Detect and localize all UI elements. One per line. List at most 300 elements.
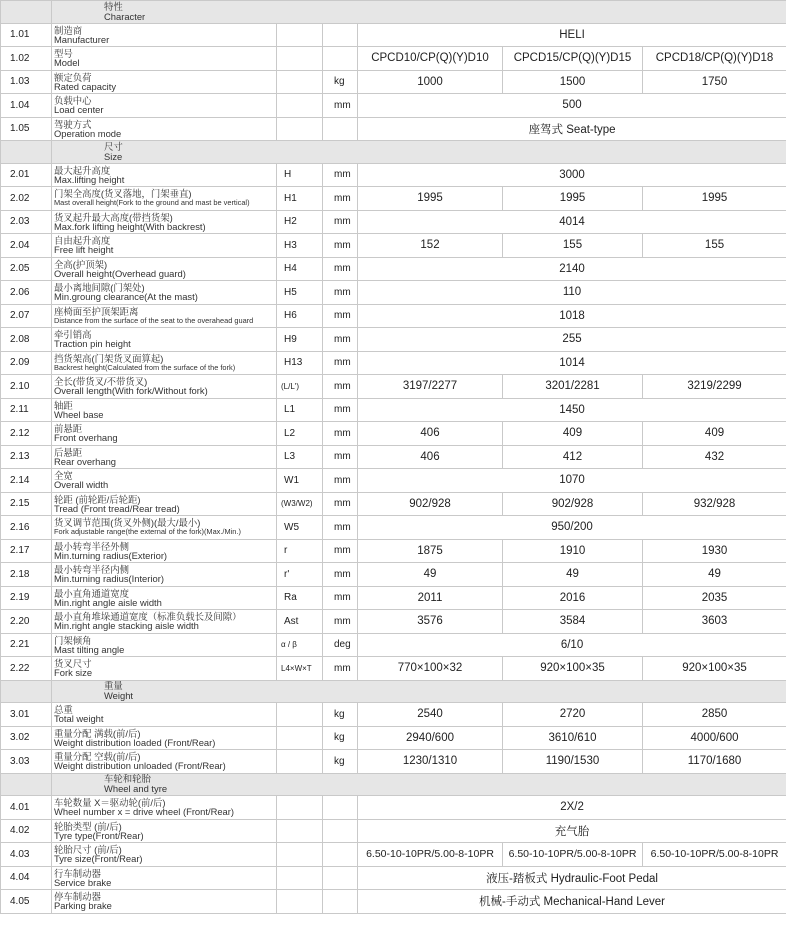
row-name-en: Front overhang (54, 432, 118, 444)
row-name (52, 703, 277, 727)
row-unit: mm (323, 375, 358, 399)
row-name-en: Backrest height(Calculated from the surface of the fork) (54, 362, 236, 372)
row-symbol (277, 819, 323, 843)
row-symbol: (W3/W2) (277, 492, 323, 516)
table-row (1, 726, 786, 750)
row-value: 409 (503, 422, 643, 446)
row-symbol (277, 703, 323, 727)
row-unit: kg (323, 703, 358, 727)
row-name-cn: 驾驶方式 (54, 118, 92, 130)
row-unit: mm (323, 187, 358, 211)
section-title-cn: 特性 (104, 0, 123, 12)
row-name-cn: 最大起升高度 (54, 164, 111, 176)
row-name-cn: 座椅面至护顶架距离 (54, 305, 139, 317)
row-value: 920×100×35 (643, 657, 786, 681)
row-name-en: Min.right angle stacking aisle width (54, 620, 199, 632)
row-symbol (277, 866, 323, 890)
table-row (1, 516, 786, 540)
row-unit: kg (323, 750, 358, 774)
row-name-en: Fork adjustable range(the external of the fork)(Max./Min.) (54, 527, 241, 537)
table-row (1, 210, 786, 234)
row-symbol (277, 70, 323, 94)
row-name-cn: 总重 (54, 704, 73, 716)
row-name-en: Mast overall height(Fork to the ground and mast be vertical) (54, 198, 250, 208)
row-symbol (277, 843, 323, 867)
row-number: 2.14 (1, 469, 52, 493)
row-name (52, 117, 277, 141)
row-unit: mm (323, 610, 358, 634)
row-number: 2.04 (1, 234, 52, 258)
row-symbol: H4 (277, 257, 323, 281)
row-name-cn: 自由起升高度 (54, 235, 111, 247)
row-unit: mm (323, 304, 358, 328)
row-value: 1170/1680 (643, 750, 786, 774)
row-value: 2011 (358, 586, 503, 610)
row-value: 液压-踏板式 Hydraulic-Foot Pedal (358, 866, 786, 890)
row-name-cn: 重量分配 空载(前/后) (54, 751, 141, 763)
row-name (52, 187, 277, 211)
row-name-cn: 轴距 (54, 399, 73, 411)
row-name-cn: 前悬距 (54, 423, 83, 435)
section-title-en: Character (104, 10, 146, 22)
row-unit (323, 47, 358, 71)
row-name-en: Min.turning radius(Exterior) (54, 549, 168, 561)
row-name-en: Overall width (54, 479, 109, 491)
row-number: 2.02 (1, 187, 52, 211)
table-row (1, 398, 786, 422)
row-value: 3584 (503, 610, 643, 634)
row-number: 2.22 (1, 657, 52, 681)
row-symbol: (L/L') (277, 375, 323, 399)
row-number: 2.07 (1, 304, 52, 328)
row-name (52, 890, 277, 914)
row-value: CPCD10/CP(Q)(Y)D10 (358, 47, 503, 71)
row-name-en: Tyre type(Front/Rear) (54, 829, 144, 841)
row-number: 4.01 (1, 796, 52, 820)
row-name-cn: 行车制动器 (54, 867, 101, 879)
row-number: 2.09 (1, 351, 52, 375)
table-row (1, 234, 786, 258)
section-number-cell (1, 773, 52, 796)
table-row (1, 469, 786, 493)
spec-body (1, 1, 786, 914)
row-value: HELI (358, 23, 786, 47)
table-row (1, 563, 786, 587)
row-unit (323, 890, 358, 914)
row-symbol (277, 750, 323, 774)
row-value: 1875 (358, 539, 503, 563)
row-value: 3219/2299 (643, 375, 786, 399)
row-name (52, 281, 277, 305)
row-symbol: H13 (277, 351, 323, 375)
section-title (52, 1, 786, 24)
row-number: 2.16 (1, 516, 52, 540)
table-row (1, 23, 786, 47)
row-unit: mm (323, 210, 358, 234)
row-value: 4000/600 (643, 726, 786, 750)
row-value: 155 (503, 234, 643, 258)
row-value: 座驾式 Seat-type (358, 117, 786, 141)
row-symbol: H2 (277, 210, 323, 234)
row-unit: mm (323, 445, 358, 469)
row-name (52, 492, 277, 516)
row-symbol: W5 (277, 516, 323, 540)
row-unit: mm (323, 94, 358, 118)
row-symbol: r' (277, 563, 323, 587)
row-value: 409 (643, 422, 786, 446)
row-number: 2.01 (1, 163, 52, 187)
table-row (1, 657, 786, 681)
row-value: 1750 (643, 70, 786, 94)
row-symbol: L1 (277, 398, 323, 422)
row-number: 2.05 (1, 257, 52, 281)
row-unit: mm (323, 586, 358, 610)
row-symbol: H (277, 163, 323, 187)
row-name-cn: 轮胎尺寸 (前/后) (54, 844, 122, 856)
row-name (52, 23, 277, 47)
section-header (1, 680, 786, 703)
row-value: 2X/2 (358, 796, 786, 820)
row-value: 1450 (358, 398, 786, 422)
section-title (52, 680, 786, 703)
row-name (52, 70, 277, 94)
row-number: 1.02 (1, 47, 52, 71)
row-value: 1018 (358, 304, 786, 328)
row-unit: mm (323, 516, 358, 540)
row-symbol (277, 890, 323, 914)
row-value: 49 (643, 563, 786, 587)
row-name (52, 796, 277, 820)
row-value: 110 (358, 281, 786, 305)
row-value: 412 (503, 445, 643, 469)
row-number: 1.04 (1, 94, 52, 118)
row-value: 机械-手动式 Mechanical-Hand Lever (358, 890, 786, 914)
row-value: 充气胎 (358, 819, 786, 843)
table-row (1, 281, 786, 305)
row-number: 1.01 (1, 23, 52, 47)
row-name (52, 375, 277, 399)
row-name-en: Weight distribution unloaded (Front/Rear) (54, 760, 226, 772)
row-unit (323, 866, 358, 890)
row-value: 902/928 (503, 492, 643, 516)
row-value: 3610/610 (503, 726, 643, 750)
row-value: 406 (358, 445, 503, 469)
row-symbol: H1 (277, 187, 323, 211)
row-name-cn: 门架倾角 (54, 634, 92, 646)
row-unit: mm (323, 422, 358, 446)
row-number: 2.19 (1, 586, 52, 610)
table-row (1, 890, 786, 914)
row-symbol: r (277, 539, 323, 563)
row-unit: mm (323, 328, 358, 352)
row-value: 49 (503, 563, 643, 587)
row-unit: mm (323, 398, 358, 422)
row-name-cn: 挡货架高(门架货叉面算起) (54, 352, 164, 364)
row-unit: deg (323, 633, 358, 657)
row-name-en: Wheel number x = drive wheel (Front/Rear) (54, 806, 235, 818)
row-name-en: Weight distribution loaded (Front/Rear) (54, 736, 216, 748)
row-value: 1910 (503, 539, 643, 563)
section-title-en: Size (104, 150, 123, 162)
row-name (52, 586, 277, 610)
table-row (1, 257, 786, 281)
row-number: 3.01 (1, 703, 52, 727)
row-name-en: Tread (Front tread/Rear tread) (54, 502, 180, 514)
row-name-en: Free lift height (54, 244, 114, 256)
row-unit (323, 796, 358, 820)
row-name-en: Operation mode (54, 127, 122, 139)
table-row (1, 163, 786, 187)
row-value: 3603 (643, 610, 786, 634)
row-name (52, 610, 277, 634)
row-value: 950/200 (358, 516, 786, 540)
row-symbol: H6 (277, 304, 323, 328)
row-number: 2.08 (1, 328, 52, 352)
row-unit: mm (323, 281, 358, 305)
row-name-cn: 最小直角通道宽度 (54, 587, 130, 599)
row-value: 1070 (358, 469, 786, 493)
row-name-en: Service brake (54, 876, 112, 888)
section-title-en: Weight (104, 690, 134, 702)
row-name-cn: 门架全高度(货叉落地，门架垂直) (54, 188, 192, 200)
row-value: 770×100×32 (358, 657, 503, 681)
row-unit (323, 23, 358, 47)
row-value: 6/10 (358, 633, 786, 657)
table-row (1, 819, 786, 843)
table-row (1, 328, 786, 352)
row-name (52, 163, 277, 187)
row-name-cn: 货叉尺寸 (54, 658, 92, 670)
section-title-cn: 重量 (104, 680, 123, 692)
row-symbol: Ra (277, 586, 323, 610)
table-row (1, 796, 786, 820)
row-number: 2.17 (1, 539, 52, 563)
row-number: 2.20 (1, 610, 52, 634)
row-unit: mm (323, 163, 358, 187)
section-number-cell (1, 1, 52, 24)
row-unit: kg (323, 726, 358, 750)
row-name-cn: 全宽 (54, 470, 73, 482)
table-row (1, 187, 786, 211)
row-name-en: Rear overhang (54, 455, 117, 467)
row-name-cn: 轮距 (前轮距/后轮距) (54, 493, 141, 505)
section-number-cell (1, 141, 52, 164)
row-symbol (277, 726, 323, 750)
row-name-cn: 车轮数量 X＝驱动轮(前/后) (54, 797, 166, 809)
row-unit: mm (323, 657, 358, 681)
row-name-en: Traction pin height (54, 338, 131, 350)
row-name-cn: 重量分配 满载(前/后) (54, 727, 141, 739)
table-row (1, 866, 786, 890)
row-name (52, 304, 277, 328)
row-unit: mm (323, 469, 358, 493)
table-row (1, 94, 786, 118)
row-number: 1.03 (1, 70, 52, 94)
row-number: 2.12 (1, 422, 52, 446)
row-number: 2.06 (1, 281, 52, 305)
row-number: 2.11 (1, 398, 52, 422)
row-value: 2540 (358, 703, 503, 727)
row-value: 2140 (358, 257, 786, 281)
row-name (52, 516, 277, 540)
row-unit: mm (323, 234, 358, 258)
row-name-cn: 最小转弯半径外侧 (54, 540, 130, 552)
section-title (52, 773, 786, 796)
row-name-cn: 全长(带货叉/不带货叉) (54, 376, 148, 388)
row-symbol (277, 94, 323, 118)
row-name-en: Parking brake (54, 900, 112, 912)
row-unit (323, 117, 358, 141)
row-symbol (277, 47, 323, 71)
row-name-en: Total weight (54, 713, 104, 725)
row-name (52, 422, 277, 446)
row-name-en: Fork size (54, 667, 93, 679)
row-value: 4014 (358, 210, 786, 234)
row-name-en: Overall length(With fork/Without fork) (54, 385, 208, 397)
row-value: 3576 (358, 610, 503, 634)
row-value: 1014 (358, 351, 786, 375)
row-name-cn: 最小转弯半径内侧 (54, 564, 130, 576)
row-number: 3.03 (1, 750, 52, 774)
row-symbol: L2 (277, 422, 323, 446)
section-title-en: Wheel and tyre (104, 783, 168, 795)
row-symbol: H5 (277, 281, 323, 305)
row-name (52, 47, 277, 71)
table-row (1, 351, 786, 375)
row-name-cn: 牵引销高 (54, 329, 92, 341)
table-row (1, 750, 786, 774)
row-value: 255 (358, 328, 786, 352)
row-value: 6.50-10-10PR/5.00-8-10PR (358, 843, 503, 867)
row-unit: mm (323, 351, 358, 375)
row-number: 1.05 (1, 117, 52, 141)
table-row (1, 304, 786, 328)
row-name-en: Max.fork lifting height(With backrest) (54, 220, 206, 232)
row-name (52, 469, 277, 493)
row-number: 2.18 (1, 563, 52, 587)
row-value: 2940/600 (358, 726, 503, 750)
row-value: 1995 (643, 187, 786, 211)
table-row (1, 610, 786, 634)
row-value: 1500 (503, 70, 643, 94)
row-name (52, 94, 277, 118)
row-value: 2035 (643, 586, 786, 610)
row-number: 2.10 (1, 375, 52, 399)
row-name-en: Min.groung clearance(At the mast) (54, 291, 198, 303)
row-unit: mm (323, 257, 358, 281)
row-value: 3201/2281 (503, 375, 643, 399)
row-value: 406 (358, 422, 503, 446)
row-name-cn: 制造商 (54, 24, 83, 36)
row-value: 6.50-10-10PR/5.00-8-10PR (503, 843, 643, 867)
row-number: 3.02 (1, 726, 52, 750)
row-symbol (277, 796, 323, 820)
section-header (1, 141, 786, 164)
row-symbol: L3 (277, 445, 323, 469)
row-name-en: Min.turning radius(Interior) (54, 573, 164, 585)
row-symbol: L4×W×T (277, 657, 323, 681)
row-unit: mm (323, 539, 358, 563)
row-name-en: Overall height(Overhead guard) (54, 267, 186, 279)
row-name-cn: 停车制动器 (54, 891, 101, 903)
row-value: 1930 (643, 539, 786, 563)
row-name-en: Load center (54, 104, 104, 116)
table-row (1, 445, 786, 469)
row-value: 152 (358, 234, 503, 258)
row-name-cn: 全高(护顶架) (54, 258, 108, 270)
row-number: 2.15 (1, 492, 52, 516)
row-symbol: W1 (277, 469, 323, 493)
row-number: 4.02 (1, 819, 52, 843)
row-value: 932/928 (643, 492, 786, 516)
row-value: 500 (358, 94, 786, 118)
row-value: 1230/1310 (358, 750, 503, 774)
row-value: 902/928 (358, 492, 503, 516)
row-name (52, 539, 277, 563)
table-row (1, 375, 786, 399)
row-name-en: Max.lifting height (54, 173, 125, 185)
row-name-en: Min.right angle aisle width (54, 596, 162, 608)
row-name-en: Model (54, 57, 80, 69)
row-value: 3197/2277 (358, 375, 503, 399)
row-name-en: Manufacturer (54, 33, 110, 45)
row-name-cn: 额定负荷 (54, 71, 92, 83)
row-value: 49 (358, 563, 503, 587)
row-name-cn: 货叉调节范围(货叉外侧)(最大/最小) (54, 517, 201, 529)
table-row (1, 47, 786, 71)
row-unit: kg (323, 70, 358, 94)
row-value: 6.50-10-10PR/5.00-8-10PR (643, 843, 786, 867)
row-name (52, 210, 277, 234)
row-name-cn: 货叉起升最大高度(带挡货架) (54, 211, 173, 223)
row-value: 1995 (358, 187, 503, 211)
row-name (52, 351, 277, 375)
row-name-en: Rated capacity (54, 80, 117, 92)
row-name (52, 633, 277, 657)
row-value: 1190/1530 (503, 750, 643, 774)
row-name-cn: 轮胎类型 (前/后) (54, 820, 122, 832)
row-symbol (277, 23, 323, 47)
table-row (1, 703, 786, 727)
row-name (52, 819, 277, 843)
row-value: 1000 (358, 70, 503, 94)
row-number: 2.21 (1, 633, 52, 657)
row-name (52, 328, 277, 352)
row-number: 4.03 (1, 843, 52, 867)
row-value: 3000 (358, 163, 786, 187)
row-unit: mm (323, 492, 358, 516)
row-name (52, 398, 277, 422)
row-value: 2720 (503, 703, 643, 727)
row-value: 2850 (643, 703, 786, 727)
row-name-cn: 后悬距 (54, 446, 83, 458)
row-number: 4.04 (1, 866, 52, 890)
table-row (1, 492, 786, 516)
row-name (52, 750, 277, 774)
row-name (52, 563, 277, 587)
row-value: 920×100×35 (503, 657, 643, 681)
section-title-cn: 车轮和轮胎 (104, 773, 151, 785)
row-name (52, 843, 277, 867)
row-value: 2016 (503, 586, 643, 610)
row-number: 2.13 (1, 445, 52, 469)
table-row (1, 117, 786, 141)
row-number: 4.05 (1, 890, 52, 914)
row-name-en: Tyre size(Front/Rear) (54, 853, 143, 865)
row-name (52, 445, 277, 469)
table-row (1, 586, 786, 610)
row-unit (323, 819, 358, 843)
